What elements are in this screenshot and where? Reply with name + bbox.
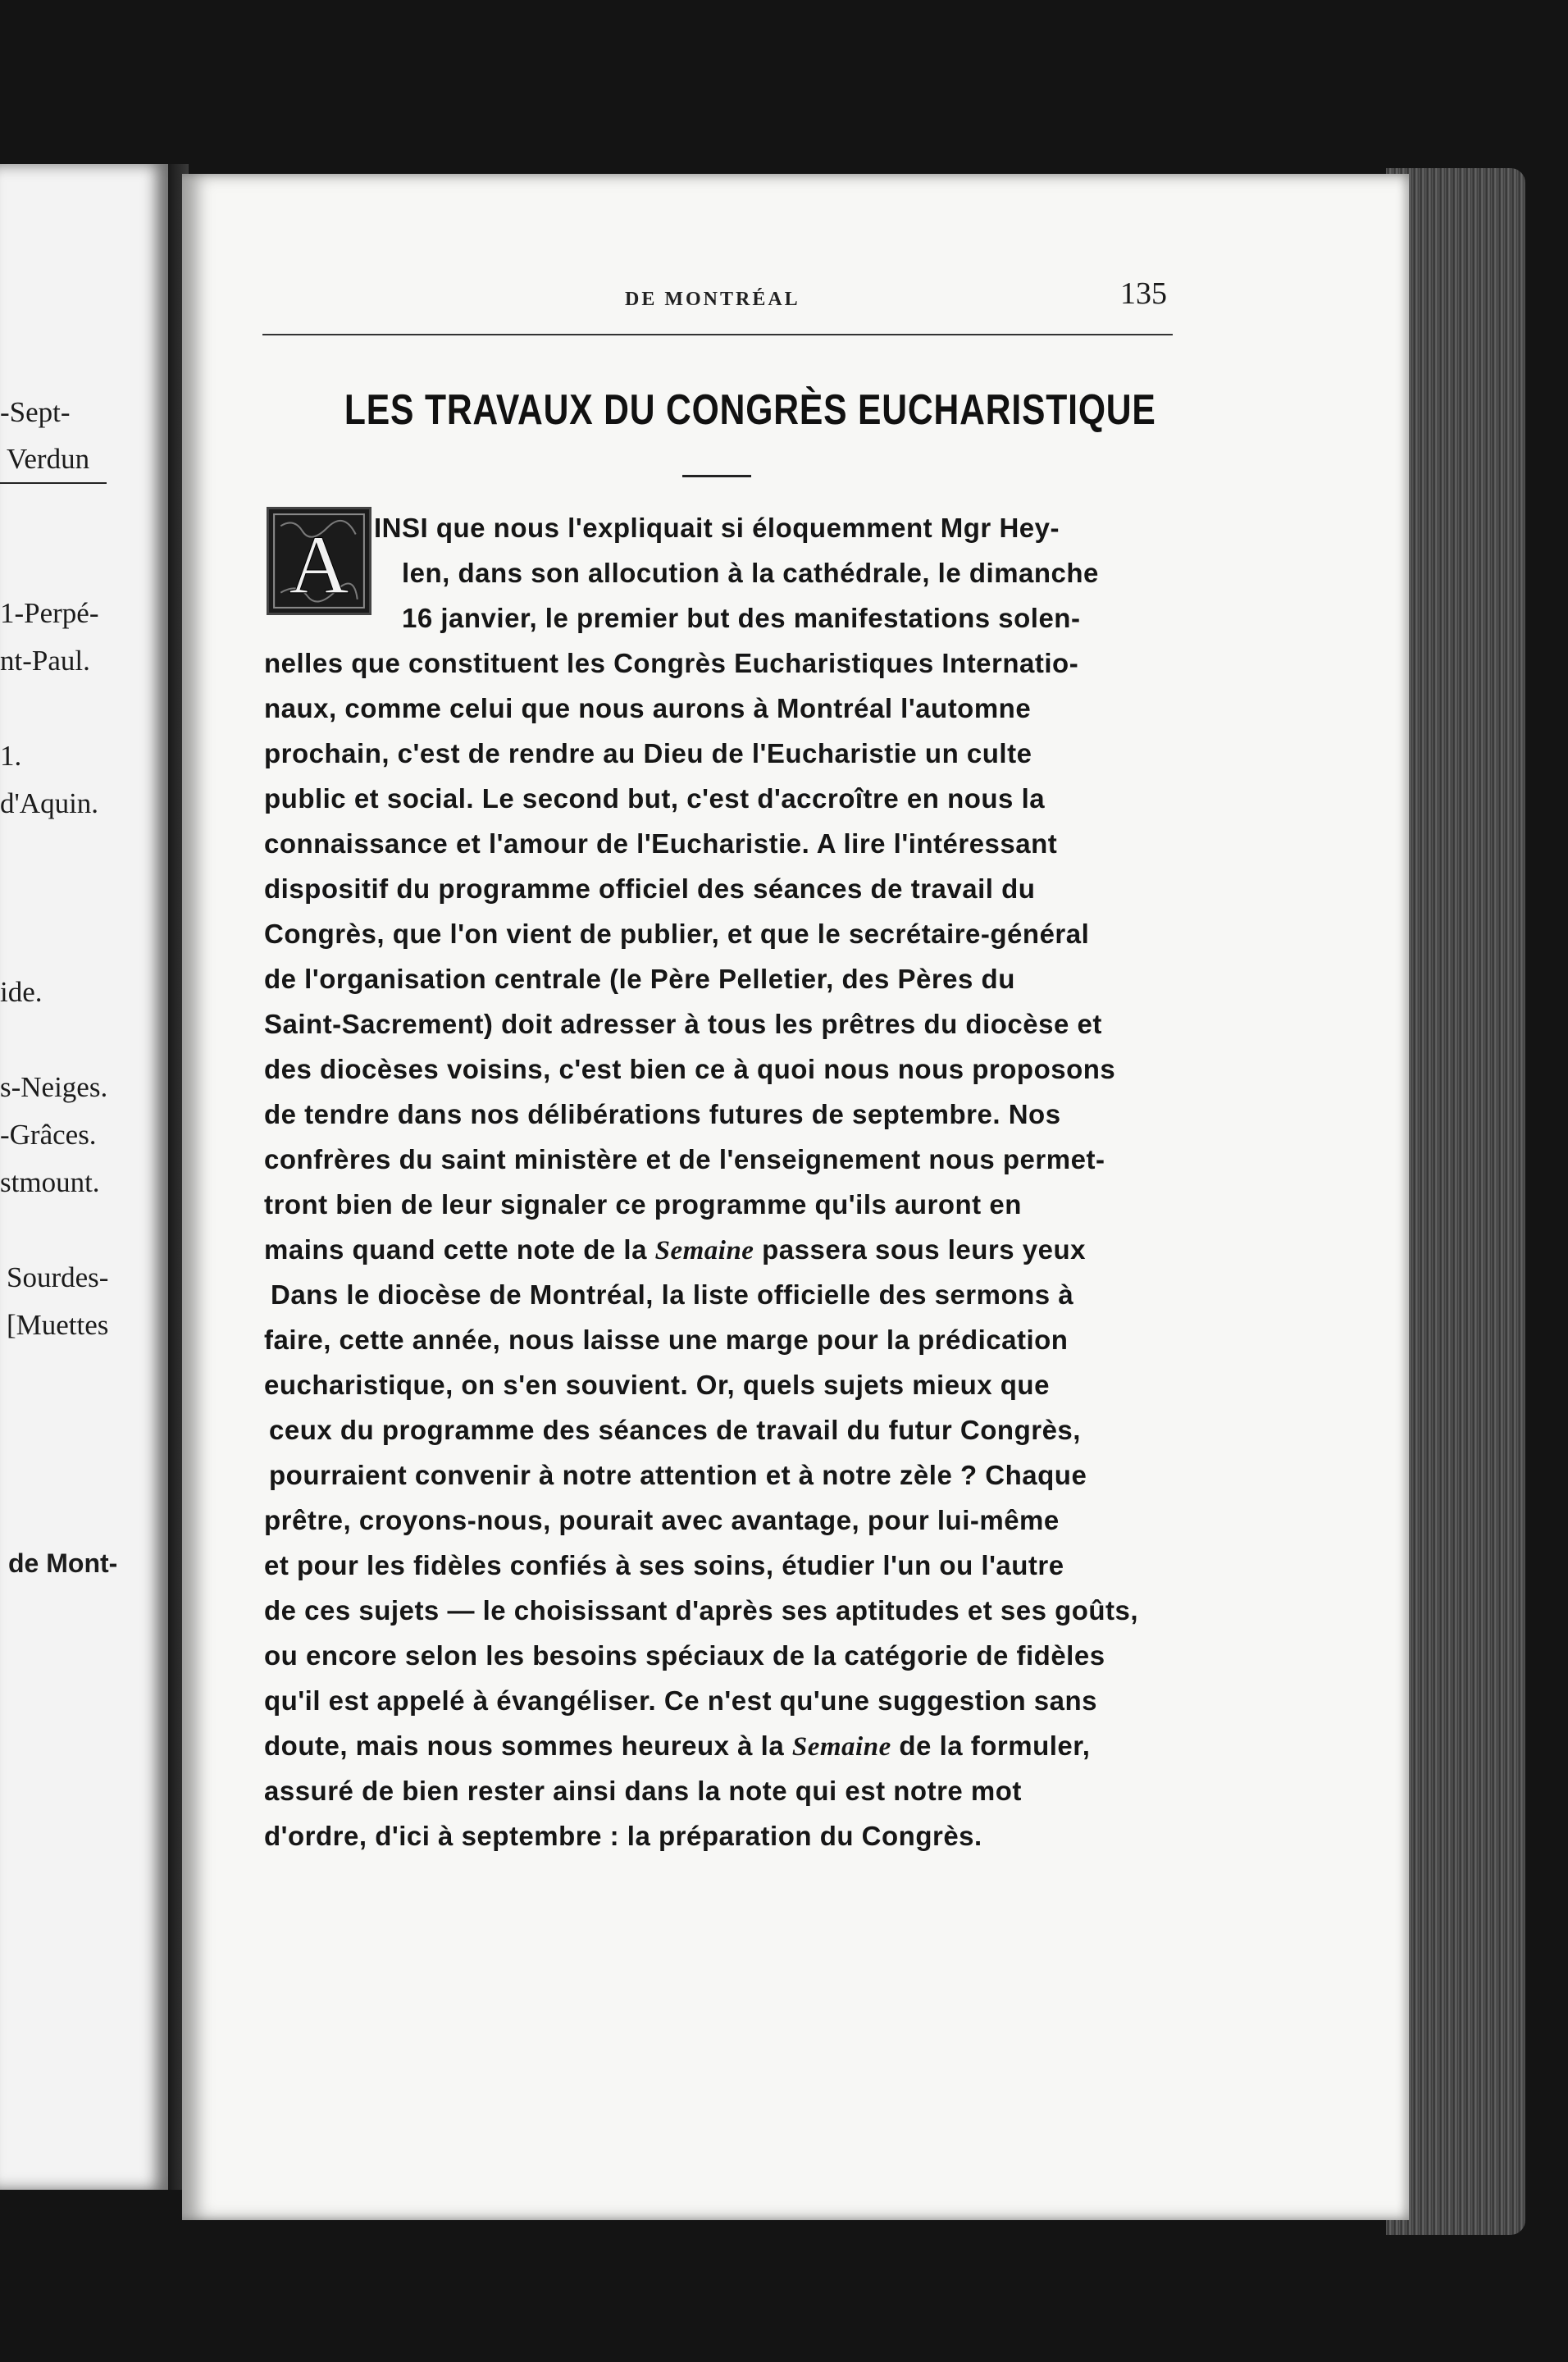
header-rule xyxy=(262,334,1173,335)
left-page-line: 1. xyxy=(0,740,22,772)
body-line xyxy=(264,1730,1090,1762)
body-line: ceux du programme des séances de travail du futur Congrès, xyxy=(269,1415,1081,1445)
left-page-line: -Grâces. xyxy=(0,1119,97,1151)
body-line: len, dans son allocution à la cathédrale, le dimanche xyxy=(402,558,1099,588)
body-line: confrères du saint ministère et de l'enseignement nous permet- xyxy=(264,1144,1105,1174)
body-line: prêtre, croyons-nous, pourait avec avantage, pour lui-même xyxy=(264,1505,1060,1535)
body-line: connaissance et l'amour de l'Eucharistie. A lire l'intéressant xyxy=(264,828,1058,859)
article-title: LES TRAVAUX DU CONGRÈS EUCHARISTIQUE xyxy=(344,386,1156,434)
semaine-italic: Semaine xyxy=(654,1236,754,1265)
left-page-line: [Muettes xyxy=(7,1309,109,1341)
body-line: naux, comme celui que nous aurons à Montréal l'automne xyxy=(264,693,1032,723)
body-line: de l'organisation centrale (le Père Pelletier, des Pères du xyxy=(264,964,1015,994)
left-page-line: Sourdes- xyxy=(7,1261,109,1293)
body-line-end: passera sous leurs yeux xyxy=(754,1234,1087,1265)
left-page-line: stmount. xyxy=(0,1166,100,1198)
body-line: ou encore selon les besoins spéciaux de la catégorie de fidèles xyxy=(264,1640,1105,1671)
body-line: Saint-Sacrement) doit adresser à tous les prêtres du diocèse et xyxy=(264,1009,1102,1039)
left-page-rule xyxy=(0,482,107,484)
body-line: 16 janvier, le premier but des manifestations solen- xyxy=(402,603,1081,633)
left-page-line: Verdun xyxy=(7,443,90,475)
body-line: assuré de bien rester ainsi dans la note qui est notre mot xyxy=(264,1776,1022,1806)
left-page-line: 1-Perpé- xyxy=(0,597,99,629)
body-line: Dans le diocèse de Montréal, la liste officielle des sermons à xyxy=(271,1279,1074,1310)
body-line: INSI que nous l'expliquait si éloquemment Mgr Hey- xyxy=(374,513,1060,543)
body-line xyxy=(264,1234,1086,1266)
body-line: des diocèses voisins, c'est bien ce à quoi nous nous proposons xyxy=(264,1054,1116,1084)
dropcap-letter: A xyxy=(289,518,349,611)
left-page-line: d'Aquin. xyxy=(0,787,99,819)
body-line-end: de la formuler, xyxy=(891,1730,1091,1761)
body-line: prochain, c'est de rendre au Dieu de l'Eucharistie un culte xyxy=(264,738,1032,768)
body-line: faire, cette année, nous laisse une marge pour la prédication xyxy=(264,1325,1069,1355)
body-line: tront bien de leur signaler ce programme qu'ils auront en xyxy=(264,1189,1022,1220)
body-line: pourraient convenir à notre attention et à notre zèle ? Chaque xyxy=(269,1460,1087,1490)
left-page-line: ide. xyxy=(0,976,43,1008)
body-line: eucharistique, on s'en souvient. Or, quels sujets mieux que xyxy=(264,1370,1050,1400)
ornamental-dropcap xyxy=(267,507,371,615)
title-rule xyxy=(682,475,751,477)
page-number: 135 xyxy=(1120,276,1167,311)
dropcap-ornament-icon xyxy=(269,509,369,613)
body-line: de tendre dans nos délibérations futures de septembre. Nos xyxy=(264,1099,1061,1129)
left-page-line: s-Neiges. xyxy=(0,1071,108,1103)
semaine-italic: Semaine xyxy=(791,1732,891,1762)
left-page xyxy=(0,164,168,2190)
body-line: public et social. Le second but, c'est d'accroître en nous la xyxy=(264,783,1046,814)
body-line: de ces sujets — le choisissant d'après ses aptitudes et ses goûts, xyxy=(264,1595,1139,1626)
body-line: nelles que constituent les Congrès Eucharistiques Internatio- xyxy=(264,648,1079,678)
body-line: qu'il est appelé à évangéliser. Ce n'est qu'une suggestion sans xyxy=(264,1685,1098,1716)
body-line: Congrès, que l'on vient de publier, et que le secrétaire-général xyxy=(264,919,1090,949)
left-page-line: -Sept- xyxy=(0,396,71,428)
running-head: DE MONTRÉAL xyxy=(625,289,800,310)
body-line-start: doute, mais nous sommes heureux à la xyxy=(264,1730,785,1761)
left-page-line: de Mont- xyxy=(8,1548,118,1578)
body-line-start: mains quand cette note de la xyxy=(264,1234,647,1265)
body-line: d'ordre, d'ici à septembre : la préparation du Congrès. xyxy=(264,1821,982,1851)
body-line: dispositif du programme officiel des séances de travail du xyxy=(264,873,1036,904)
body-line: et pour les fidèles confiés à ses soins, étudier l'un ou l'autre xyxy=(264,1550,1064,1580)
left-page-line: nt-Paul. xyxy=(0,645,90,677)
